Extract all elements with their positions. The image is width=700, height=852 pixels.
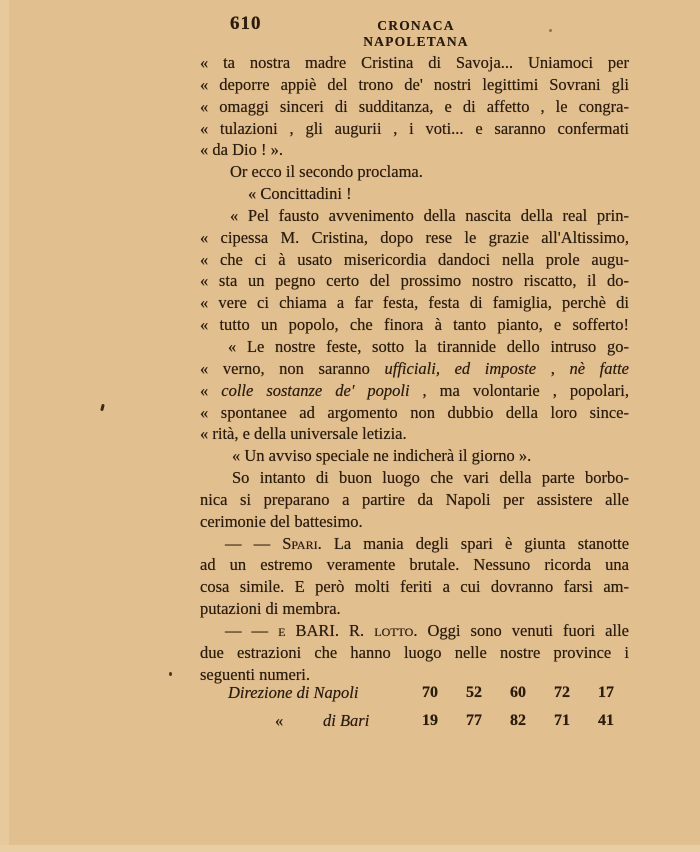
ditto-mark: « — [275, 710, 284, 730]
text-line — [200, 336, 629, 358]
text-segment: , ma volontarie , popolari, — [409, 380, 629, 400]
row-label-text: di Bari — [323, 710, 370, 730]
text-line — [200, 270, 629, 292]
text-segment: — — — [225, 533, 283, 553]
text-segment: « spontanee ad argomento non dubbio della loro since- — [200, 402, 629, 422]
text-line — [200, 118, 629, 140]
text-line — [200, 423, 629, 445]
text-line — [200, 205, 629, 227]
text-segment: nè fatte — [569, 358, 630, 378]
text-line — [200, 74, 629, 96]
text-segment: « sta un pegno certo del prossimo nostro riscatto, il do- — [200, 271, 629, 291]
text-line — [200, 620, 629, 642]
lottery-number: 82 — [510, 711, 526, 729]
text-segment: Spari. — [282, 533, 322, 553]
text-segment: ufficiali, ed imposte — [384, 358, 537, 378]
text-line — [200, 314, 629, 336]
lottery-number: 17 — [598, 684, 614, 701]
text-segment: lotto. — [374, 620, 418, 640]
text-segment: — — — [225, 620, 279, 640]
lottery-table — [200, 679, 629, 734]
text-line — [200, 598, 629, 620]
text-segment: « ta nostra madre Cristina di Savoja... Uniamoci per — [200, 53, 629, 72]
lottery-number: 77 — [466, 711, 482, 729]
lottery-number: 19 — [422, 711, 438, 729]
lottery-number: 60 — [510, 684, 526, 701]
text-segment: BARI. R. — [295, 620, 375, 640]
text-line — [200, 161, 629, 183]
page-number: 610 — [230, 13, 262, 34]
text-segment: due estrazioni che hanno luogo nelle nostre province i — [200, 642, 629, 662]
body-text — [200, 52, 629, 685]
text-segment: « da Dio ! ». — [200, 140, 283, 160]
text-segment: « rità, e della universale letizia. — [200, 424, 407, 444]
text-line — [200, 511, 629, 533]
text-segment: cosa simile. E però molti feriti a cui dovranno farsi am- — [200, 577, 629, 597]
text-segment: « tutto un popolo, che finora à tanto pianto, e sofferto! — [200, 315, 629, 335]
lottery-number: 70 — [422, 684, 438, 701]
text-line — [200, 642, 629, 664]
text-segment: « deporre appiè del trono de' nostri legittimi Sovrani gli — [200, 74, 629, 94]
text-segment: « Pel fausto avvenimento della nascita della real prin- — [230, 205, 629, 225]
text-segment: « Concittadini ! — [248, 184, 352, 204]
text-segment: « verno, non saranno — [200, 358, 385, 378]
row-label-text: Direzione di Napoli — [228, 683, 359, 702]
text-segment: cerimonie del battesimo. — [200, 511, 363, 531]
text-segment: nica si preparano a partire da Napoli per assistere alle — [200, 489, 629, 509]
row-label — [200, 679, 408, 707]
text-line — [200, 358, 629, 380]
lottery-number: 52 — [466, 684, 482, 701]
lottery-number: 72 — [554, 684, 570, 701]
row-label — [200, 707, 408, 735]
text-line — [200, 533, 629, 555]
text-segment: colle sostanze de' popoli — [221, 380, 410, 400]
text-segment: , — [536, 358, 570, 378]
table-row — [200, 679, 629, 707]
text-segment: « Un avviso speciale ne indicherà il giorno ». — [232, 446, 532, 466]
text-segment: « Le nostre feste, sotto la tirannide dello intruso go- — [228, 336, 629, 356]
ink-speck — [100, 404, 105, 412]
running-title: CRONACA NAPOLETANA — [363, 18, 469, 49]
text-segment: « vere ci chiama a far festa, festa di famiglia, perchè di — [200, 293, 629, 313]
text-line — [200, 292, 629, 314]
text-line — [200, 139, 629, 161]
text-segment: e — [278, 620, 296, 640]
text-line — [200, 183, 629, 205]
text-line — [200, 489, 629, 511]
lottery-number: 71 — [554, 711, 570, 729]
lottery-number: 41 — [598, 711, 614, 729]
text-line — [200, 467, 629, 489]
text-segment: « — [200, 380, 222, 400]
text-line — [200, 445, 629, 467]
text-line — [200, 380, 629, 402]
text-segment: Or ecco il secondo proclama. — [230, 162, 423, 182]
page-left-edge — [0, 0, 9, 852]
text-line — [200, 576, 629, 598]
ink-speck — [169, 672, 172, 676]
text-line — [200, 554, 629, 576]
page-bottom-edge — [0, 845, 700, 852]
text-segment: ad un estremo veramente brutale. Nessuno ricorda una — [200, 555, 629, 575]
text-segment: « omaggi sinceri di sudditanza, e di affetto , le congra- — [200, 96, 629, 116]
text-segment: seguenti numeri. — [200, 664, 310, 684]
text-line — [200, 249, 629, 271]
text-line — [200, 227, 629, 249]
text-segment: La mania degli spari è giunta stanotte — [321, 533, 630, 553]
text-line — [200, 96, 629, 118]
ink-dot — [549, 29, 552, 32]
text-segment: « cipessa M. Cristina, dopo rese le grazie all'Altissimo, — [200, 227, 629, 247]
text-segment: Oggi sono venuti fuori alle — [417, 620, 629, 640]
text-segment: « che ci à usato misericordia dandoci nella prole augu- — [200, 249, 629, 269]
text-line — [200, 52, 629, 74]
text-segment: « tulazioni , gli augurii , i voti... e saranno confermati — [200, 118, 629, 138]
text-line — [200, 402, 629, 424]
table-row — [200, 707, 629, 735]
text-segment: putazioni di membra. — [200, 599, 341, 619]
text-segment: So intanto di buon luogo che vari della parte borbo- — [232, 468, 629, 488]
